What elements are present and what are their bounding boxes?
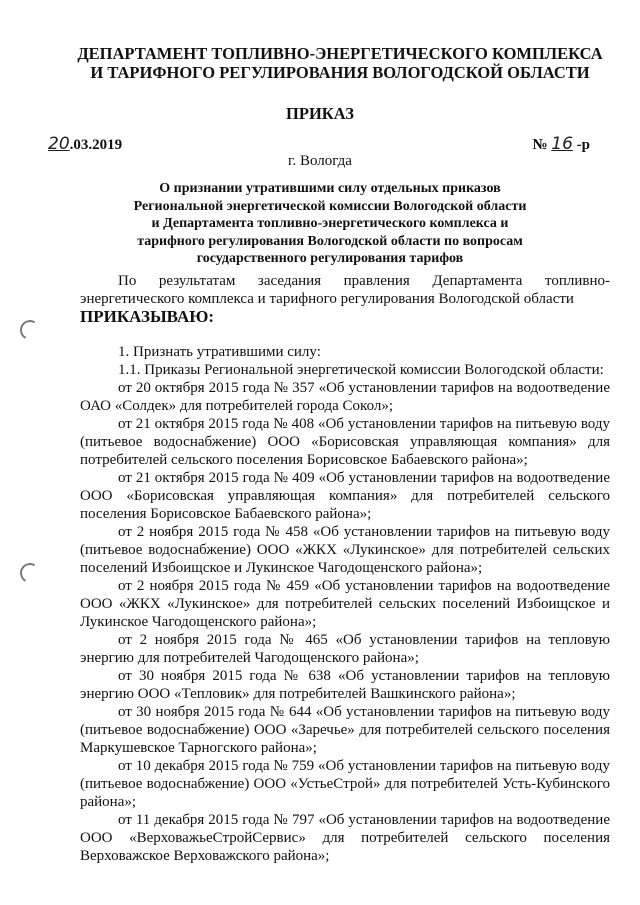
punch-hole-mark-top: [18, 318, 42, 342]
order-item: от 11 декабря 2015 года № 797 «Об установлении тарифов на водоотведение ООО «ВерховажьеСтройСервис» для потребителей сельского поселения Верховажское Верховажского района»;: [80, 812, 610, 864]
date-day-handwritten: 20: [48, 134, 70, 154]
punch-hole-mark-bottom: [18, 561, 42, 585]
intro-line-2: энергетического комплекса и тарифного регулирования Вологодской области: [80, 291, 574, 307]
document-body: [80, 343, 610, 865]
number-prefix: №: [532, 137, 548, 153]
point-1-1: 1.1. Приказы Региональной энергетической комиссии Вологодской области:: [118, 362, 604, 378]
number-suffix: -р: [576, 137, 590, 153]
document-date: [48, 134, 122, 154]
date-month-year: .03.2019: [69, 137, 123, 153]
city: г. Вологда: [288, 153, 352, 169]
order-word: ПРИКАЗЫВАЮ:: [80, 307, 215, 326]
intro-line-1: По результатам заседания правления Департамента топливно-: [118, 273, 610, 289]
department-name-line2: И ТАРИФНОГО РЕГУЛИРОВАНИЯ ВОЛОГОДСКОЙ ОБЛАСТИ: [90, 63, 590, 82]
order-item: от 2 ноября 2015 года № 459 «Об установлении тарифов на водоотведение ООО «ЖКХ «Лукинское» для потребителей сельских поселений Избоищское и Лукинское Чагодощенского района»;: [80, 578, 610, 630]
order-item: от 2 ноября 2015 года № 458 «Об установлении тарифов на питьевую воду (питьевое водоснабжение) ООО «ЖКХ «Лукинское» для потребителей сельских поселений Избоищское и Лукинское Чагодощенского района»;: [80, 524, 610, 576]
order-item: от 30 ноября 2015 года № 638 «Об установлении тарифов на тепловую энергию ООО «Тепловик» для потребителей Вашкинского района»;: [80, 668, 610, 702]
document-type: ПРИКАЗ: [286, 104, 354, 123]
document-number: [532, 134, 590, 154]
order-item: от 30 ноября 2015 года № 644 «Об установлении тарифов на питьевую воду (питьевое водоснабжение) ООО «Заречье» для потребителей сельского поселения Маркушевское Тарногского района»;: [80, 704, 610, 756]
document-subject: О признании утратившими силу отдельных приказов Региональной энергетической комиссии Вологодской области и Департамента топливно-энергетического комплекса и тарифного регулирования Вологодской области по вопросам государственного регулирования тарифов: [133, 181, 527, 266]
orders-list: [80, 379, 610, 865]
department-name-line1: ДЕПАРТАМЕНТ ТОПЛИВНО-ЭНЕРГЕТИЧЕСКОГО КОМПЛЕКСА: [77, 44, 603, 63]
point-1: 1. Признать утратившими силу:: [118, 344, 321, 360]
intro-paragraph: [80, 272, 610, 326]
order-item: от 21 октября 2015 года № 408 «Об установлении тарифов на питьевую воду (питьевое водоснабжение) ООО «Борисовская управляющая компания» для потребителей сельского поселения Борисовское Бабаевского района»;: [80, 416, 610, 468]
order-item: от 20 октября 2015 года № 357 «Об установлении тарифов на водоотведение ОАО «Солдек» для потребителей города Сокол»;: [80, 380, 610, 414]
department-header: [60, 44, 620, 82]
number-handwritten: 16: [551, 134, 573, 154]
order-item: от 2 ноября 2015 года № 465 «Об установлении тарифов на тепловую энергию для потребителей Чагодощенского района»;: [80, 632, 610, 666]
order-item: от 10 декабря 2015 года № 759 «Об установлении тарифов на питьевую воду (питьевое водоснабжение) ООО «УстьеСтрой» для потребителей Усть-Кубинского района»;: [80, 758, 610, 810]
order-item: от 21 октября 2015 года № 409 «Об установлении тарифов на водоотведение ООО «Борисовская управляющая компания» для потребителей сельского поселения Борисовское Бабаевского района»;: [80, 470, 610, 522]
